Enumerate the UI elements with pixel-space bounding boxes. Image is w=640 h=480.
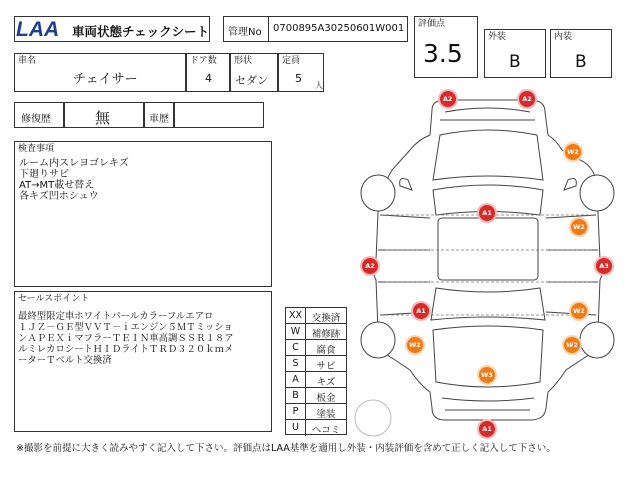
damage-marker: W2 <box>571 303 587 319</box>
damage-marker: A3 <box>596 258 612 274</box>
damage-marker: A2 <box>519 91 535 107</box>
interior-value: B <box>575 52 587 72</box>
sales-line: ンＡＰＥＸｉマフラーＴＥＩＮ車高調ＳＳＲ１８ア <box>18 333 234 344</box>
repair-label: 修復歴 <box>21 114 51 125</box>
legend-code: C <box>292 342 299 353</box>
damage-marker: W2 <box>571 219 587 235</box>
shape-value: セダン <box>235 74 269 87</box>
logo-text: LAA <box>16 18 60 41</box>
sales-line: ルミレカロシートＨＩＤライトＴＲＤ３２０ｋｍメ <box>18 344 234 355</box>
legend-name: キズ <box>316 377 336 388</box>
door-value: 4 <box>205 72 212 85</box>
legend-name: ヘコミ <box>311 425 341 436</box>
legend-name: 塗装 <box>316 409 336 420</box>
footer-note: ※撮影を前提に大きく読みやすく記入して下さい。評価点はLAA基準を適用し外装・内装評価を含めて正しく記入して下さい。 <box>16 443 556 454</box>
legend-name: 腐食 <box>316 345 336 356</box>
damage-marker: A1 <box>413 303 429 319</box>
interior-label: 内装 <box>554 32 573 42</box>
damage-marker: A1 <box>479 205 495 221</box>
score-value: 3.5 <box>423 39 463 68</box>
legend-code: XX <box>288 310 303 321</box>
sales-line: １ＪＺ－ＧＥ型ＶＶＴ－ｉエンジン５ＭＴミッショ <box>18 322 233 333</box>
car-name-value: チェイサー <box>73 72 138 87</box>
sales-line: ーターＴベルト交換済 <box>18 355 112 366</box>
damage-marker: W2 <box>565 144 581 160</box>
capacity-value: 5 <box>295 72 302 85</box>
sales-point-label: セールスポイント <box>18 294 90 304</box>
inspection-line: 各キズ凹ホシュウ <box>19 191 99 202</box>
inspection-line: 下廻りサビ <box>19 169 69 180</box>
sheet-title: 車両状態チェックシート <box>72 24 210 39</box>
inspection-line: ルーム内スレヨゴレキズ <box>19 158 129 169</box>
repair-value: 無 <box>95 109 111 127</box>
exterior-label: 外装 <box>488 32 507 42</box>
legend-code: P <box>292 406 299 417</box>
legend-code: A <box>292 374 299 385</box>
damage-marker: W2 <box>564 337 580 353</box>
inspection-line: AT→MT載せ替え <box>19 180 95 191</box>
legend-name: 補修跡 <box>311 329 341 340</box>
door-label: ドア数 <box>190 56 217 66</box>
legend-name: 板金 <box>316 393 336 404</box>
capacity-label: 定員 <box>282 56 301 66</box>
damage-marker: A1 <box>479 421 495 437</box>
legend-code: U <box>292 422 299 433</box>
sales-line: 最終型限定車ホワイトパールカラーフルエアロ <box>18 311 214 322</box>
legend-name: 交換済 <box>311 313 341 324</box>
kanri-label: 管理No <box>228 27 262 38</box>
exterior-value: B <box>509 52 521 72</box>
shape-label: 形状 <box>234 56 253 66</box>
chassis-label: 車歴 <box>149 114 169 125</box>
capacity-unit: 人 <box>315 81 323 90</box>
score-label: 評価点 <box>418 19 446 29</box>
legend-code: B <box>292 390 299 401</box>
damage-marker: W2 <box>407 337 423 353</box>
legend-code: W <box>290 326 301 337</box>
legend-name: サビ <box>316 361 336 372</box>
legend-code: S <box>292 358 299 369</box>
inspection-label: 検査事項 <box>18 144 55 154</box>
damage-marker: W3 <box>479 367 495 383</box>
damage-marker: A2 <box>440 91 456 107</box>
kanri-value: 0700895A30250601W001 <box>273 23 405 34</box>
damage-marker: A2 <box>362 258 378 274</box>
car-name-label: 車名 <box>18 56 37 66</box>
